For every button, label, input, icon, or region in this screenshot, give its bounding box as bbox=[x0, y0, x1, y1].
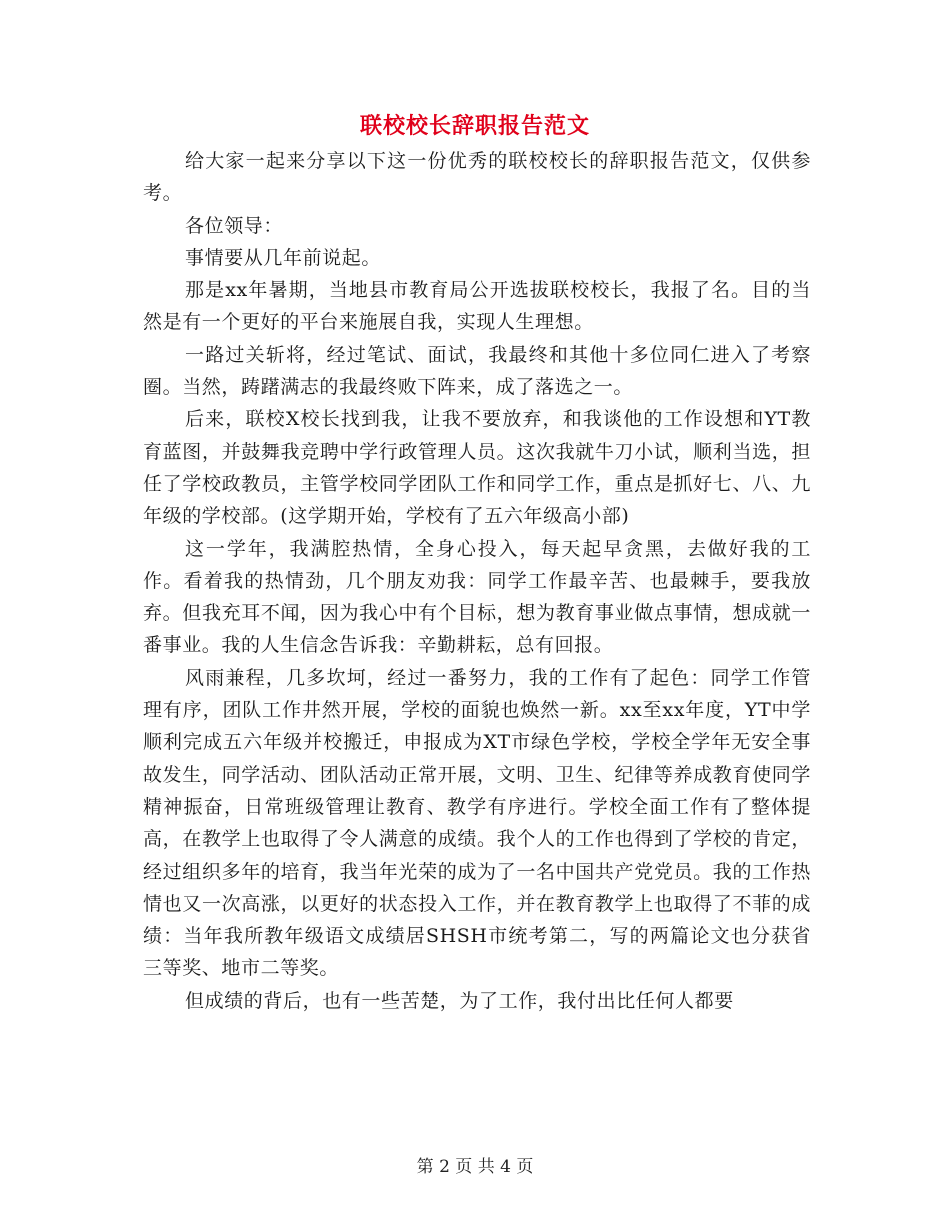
paragraph-intro: 给大家一起来分享以下这一份优秀的联校校长的辞职报告范文，仅供参考。 bbox=[143, 150, 811, 205]
document-body bbox=[143, 145, 811, 1017]
paragraph-salutation: 各位领导： bbox=[185, 214, 284, 237]
paragraph: 但成绩的背后，也有一些苦楚，为了工作，我付出比任何人都要 bbox=[185, 989, 734, 1012]
paragraph: 后来，联校X校长找到我，让我不要放弃，和我谈他的工作设想和YT教育蓝图，并鼓舞我竞聘中学行政管理人员。这次我就牛刀小试，顺利当选，担任了学校政教员，主管学校同学团队工作和同学工作，重点是抓好七、八、九年级的学校部。(这学期开始，学校有了五六年级高小部) bbox=[143, 408, 811, 528]
page-number-label: 第 2 页 共 4 页 bbox=[416, 1157, 534, 1177]
page-footer bbox=[0, 1155, 950, 1179]
paragraph: 事情要从几年前说起。 bbox=[185, 246, 382, 269]
document-title: 联校校长辞职报告范文 bbox=[359, 113, 590, 139]
paragraph: 一路过关斩将，经过笔试、面试，我最终和其他十多位同仁进入了考察圈。当然，踌躇满志的我最终败下阵来，成了落选之一。 bbox=[143, 343, 811, 399]
paragraph: 那是xx年暑期，当地县市教育局公开选拔联校校长，我报了名。目的当然是有一个更好的平台来施展自我，实现人生理想。 bbox=[143, 279, 811, 334]
paragraph: 这一学年，我满腔热情，全身心投入，每天起早贪黑，去做好我的工作。看着我的热情劲，几个朋友劝我：同学工作最辛苦、也最棘手，要我放弃。但我充耳不闻，因为我心中有个目标，想为教育事业做点事情，想成就一番事业。我的人生信念告诉我：辛勤耕耘，总有回报。 bbox=[143, 537, 811, 657]
paragraph: 风雨兼程，几多坎坷，经过一番努力，我的工作有了起色：同学工作管理有序，团队工作井然开展，学校的面貌也焕然一新。xx至xx年度，YT中学顺利完成五六年级并校搬迁，申报成为XT市绿色学校，学校全学年无安全事故发生，同学活动、团队活动正常开展，文明、卫生、纪律等养成教育使同学精神振奋，日常班级管理让教育、教学有序进行。学校全面工作有了整体提高，在教学上也取得了令人满意的成绩。我个人的工作也得到了学校的肯定，经过组织多年的培育，我当年光荣的成为了一名中国共产党党员。我的工作热情也又一次高涨，以更好的状态投入工作，并在教育教学上也取得了不菲的成绩：当年我所教年级语文成绩居SHSH市统考第二，写的两篇论文也分获省三等奖、地市二等奖。 bbox=[143, 666, 811, 980]
